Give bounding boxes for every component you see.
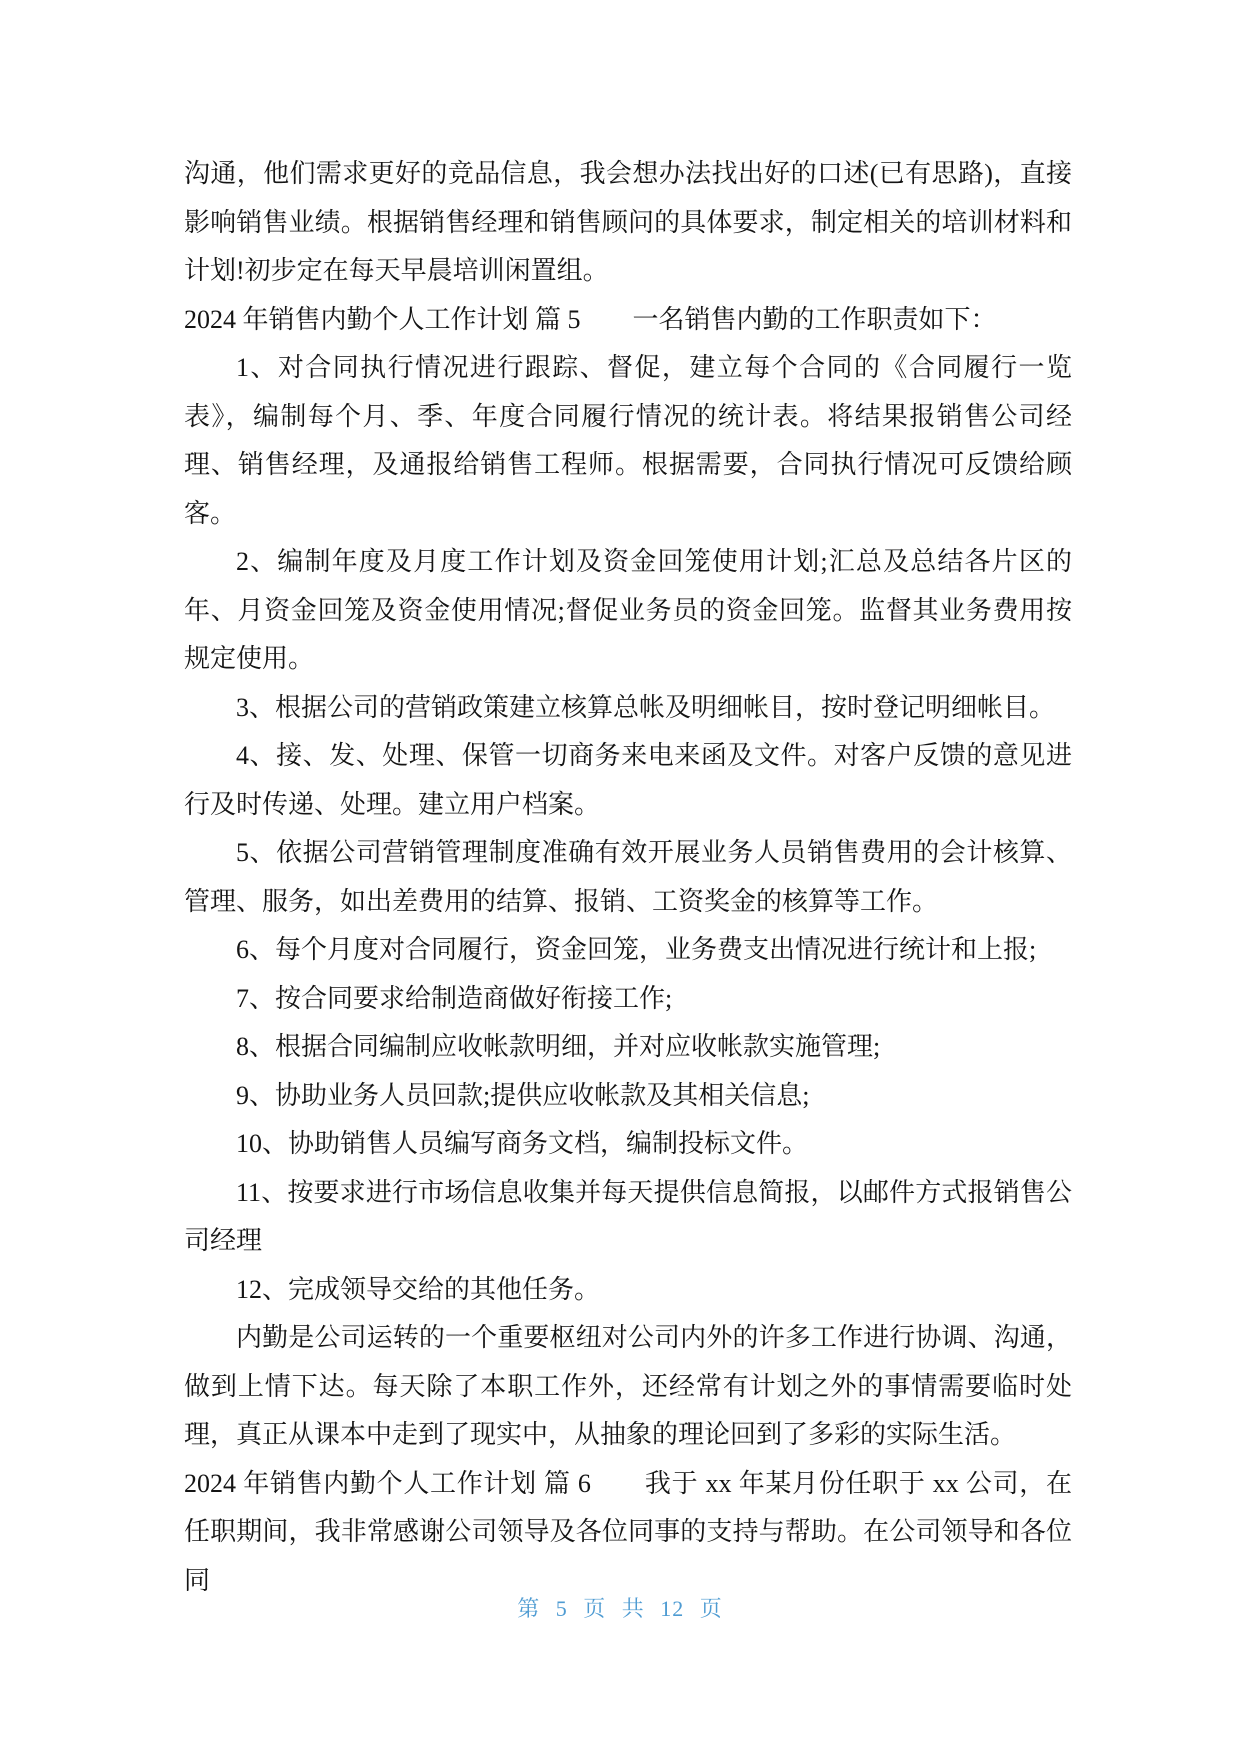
list-item-paragraph: 12、完成领导交给的其他任务。: [236, 1274, 601, 1304]
list-item-paragraph: 1、对合同执行情况进行跟踪、督促，建立每个合同的《合同履行一览表》，编制每个月、季、年度合同履行情况的统计表。将结果报销售公司经理、销售经理，及通报给销售工程师。根据需要，合同执行情况可反馈给顾客。: [184, 353, 1072, 528]
body-paragraph: 内勤是公司运转的一个重要枢纽对公司内外的许多工作进行协调、沟通，做到上情下达。每天除了本职工作外，还经常有计划之外的事情需要临时处理，真正从课本中走到了现实中，从抽象的理论回到了多彩的实际生活。: [184, 1323, 1072, 1449]
section-heading-paragraph: 2024 年销售内勤个人工作计划 篇 6 我于 xx 年某月份任职于 xx 公司，在任职期间，我非常感谢公司领导及各位同事的支持与帮助。在公司领导和各位同: [184, 1468, 1072, 1595]
list-item-paragraph: 5、依据公司营销管理制度准确有效开展业务人员销售费用的会计核算、管理、服务，如出差费用的结算、报销、工资奖金的核算等工作。: [184, 838, 1072, 916]
list-item-paragraph: 9、协助业务人员回款;提供应收帐款及其相关信息;: [236, 1080, 810, 1110]
list-item-paragraph: 11、按要求进行市场信息收集并每天提供信息简报，以邮件方式报销售公司经理: [184, 1177, 1072, 1255]
list-item-paragraph: 4、接、发、处理、保管一切商务来电来函及文件。对客户反馈的意见进行及时传递、处理。建立用户档案。: [184, 741, 1072, 819]
list-item-paragraph: 3、根据公司的营销政策建立核算总帐及明细帐目，按时登记明细帐目。: [236, 692, 1056, 722]
list-item-paragraph: 8、根据合同编制应收帐款明细，并对应收帐款实施管理;: [236, 1032, 881, 1061]
list-item-paragraph: 6、每个月度对合同履行，资金回笼，业务费支出情况进行统计和上报;: [236, 935, 1037, 964]
continued-paragraph: 沟通，他们需求更好的竞品信息，我会想办法找出好的口述(已有思路)，直接影响销售业绩。根据销售经理和销售顾问的具体要求，制定相关的培训材料和计划!初步定在每天早晨培训闲置组。: [184, 159, 1072, 285]
list-item-paragraph: 10、协助销售人员编写商务文档，编制投标文件。: [236, 1129, 809, 1158]
document-body: [184, 150, 1072, 1605]
list-item-paragraph: 7、按合同要求给制造商做好衔接工作;: [236, 983, 673, 1013]
page-number-text: 第 5 页 共 12 页: [517, 1596, 723, 1621]
section-heading-paragraph: 2024 年销售内勤个人工作计划 篇 5 一名销售内勤的工作职责如下：: [184, 304, 997, 334]
list-item-paragraph: 2、编制年度及月度工作计划及资金回笼使用计划;汇总及总结各片区的年、月资金回笼及资金使用情况;督促业务员的资金回笼。监督其业务费用按规定使用。: [184, 547, 1072, 673]
page-footer: [0, 1594, 1240, 1624]
